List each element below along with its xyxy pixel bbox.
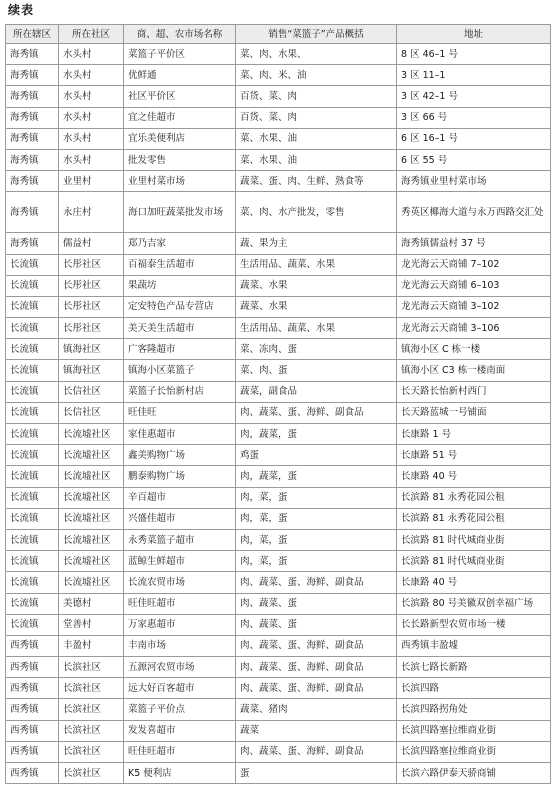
cell-address: 长长路新型农贸市场一楼	[397, 614, 551, 635]
table-row	[6, 445, 551, 466]
cell-store-name: 旺佳旺超市	[124, 741, 236, 762]
cell-address: 3 区 11–1	[397, 65, 551, 86]
table-row	[6, 275, 551, 296]
cell-community: 长彤社区	[59, 275, 124, 296]
cell-district: 西秀镇	[6, 763, 59, 784]
cell-address: 长滨四路拐角处	[397, 699, 551, 720]
table-row	[6, 763, 551, 784]
cell-store-name: 宜之佳超市	[124, 107, 236, 128]
cell-district: 长流镇	[6, 572, 59, 593]
cell-address: 长康路 40 号	[397, 572, 551, 593]
cell-district: 长流镇	[6, 487, 59, 508]
cell-community: 长彤社区	[59, 254, 124, 275]
table-row	[6, 296, 551, 317]
cell-district: 长流镇	[6, 508, 59, 529]
cell-district: 海秀镇	[6, 44, 59, 65]
cell-district: 长流镇	[6, 318, 59, 339]
cell-community: 永庄村	[59, 192, 124, 233]
cell-products: 肉，菜，蛋	[236, 551, 397, 572]
cell-address: 西秀镇丰盈墟	[397, 635, 551, 656]
cell-store-name: 菜篮子平价点	[124, 699, 236, 720]
cell-products: 百货、菜、肉	[236, 107, 397, 128]
cell-store-name: 丰南市场	[124, 635, 236, 656]
table-row	[6, 192, 551, 233]
cell-community: 长流墟社区	[59, 551, 124, 572]
cell-district: 西秀镇	[6, 678, 59, 699]
cell-products: 肉、蔬菜、蛋、海鲜、副食品	[236, 635, 397, 656]
cell-district: 长流镇	[6, 360, 59, 381]
table-row	[6, 699, 551, 720]
cell-district: 海秀镇	[6, 233, 59, 254]
cell-store-name: 万家惠超市	[124, 614, 236, 635]
cell-store-name: 菜篮子平价区	[124, 44, 236, 65]
cell-products: 肉、蔬菜、蛋、海鲜、副食品	[236, 657, 397, 678]
table-caption: 续表	[8, 3, 35, 17]
cell-store-name: 广客隆超市	[124, 339, 236, 360]
cell-district: 长流镇	[6, 614, 59, 635]
table-row	[6, 593, 551, 614]
cell-store-name: 业里村菜市场	[124, 171, 236, 192]
table-row	[6, 635, 551, 656]
table-row	[6, 551, 551, 572]
cell-address: 龙光海云天商铺 3–106	[397, 318, 551, 339]
cell-district: 海秀镇	[6, 128, 59, 149]
cell-district: 长流镇	[6, 593, 59, 614]
cell-community: 水头村	[59, 86, 124, 107]
cell-store-name: 批发零售	[124, 149, 236, 170]
cell-products: 蔬、果为主	[236, 233, 397, 254]
table-row	[6, 254, 551, 275]
cell-district: 西秀镇	[6, 657, 59, 678]
cell-district: 长流镇	[6, 339, 59, 360]
cell-community: 长彤社区	[59, 296, 124, 317]
cell-district: 长流镇	[6, 381, 59, 402]
cell-products: 蔬菜、水果	[236, 296, 397, 317]
cell-district: 西秀镇	[6, 699, 59, 720]
table-row	[6, 572, 551, 593]
cell-products: 菜、肉、水果、	[236, 44, 397, 65]
cell-store-name: 定安特色产品专营店	[124, 296, 236, 317]
cell-address: 镇海小区 C 栋一楼	[397, 339, 551, 360]
cell-community: 长信社区	[59, 381, 124, 402]
cell-address: 长滨四路塞拉维商业街	[397, 720, 551, 741]
cell-district: 海秀镇	[6, 192, 59, 233]
cell-store-name: 镇海小区菜篮子	[124, 360, 236, 381]
cell-address: 8 区 46–1 号	[397, 44, 551, 65]
table-row	[6, 657, 551, 678]
cell-products: 百货、菜、肉	[236, 86, 397, 107]
cell-products: 肉、蔬菜、蛋、海鲜、副食品	[236, 402, 397, 423]
table-row	[6, 487, 551, 508]
cell-address: 长天路蓝城一号铺面	[397, 402, 551, 423]
header-community: 所在社区	[59, 25, 124, 44]
table-body	[6, 44, 551, 784]
cell-store-name: 五源河农贸市场	[124, 657, 236, 678]
cell-address: 长滨路 81 永秀花园公租	[397, 508, 551, 529]
cell-products: 肉、蔬菜、蛋、海鲜、副食品	[236, 678, 397, 699]
cell-products: 菜、水果、油	[236, 149, 397, 170]
table-row	[6, 360, 551, 381]
cell-store-name: 旺佳旺	[124, 402, 236, 423]
cell-community: 长流墟社区	[59, 466, 124, 487]
table-row	[6, 318, 551, 339]
cell-district: 西秀镇	[6, 720, 59, 741]
cell-community: 长彤社区	[59, 318, 124, 339]
header-address: 地址	[397, 25, 551, 44]
cell-store-name: 美天美生活超市	[124, 318, 236, 339]
cell-community: 长滨社区	[59, 699, 124, 720]
cell-district: 长流镇	[6, 254, 59, 275]
cell-address: 长滨路 80 号美徽双创幸福广场	[397, 593, 551, 614]
table-row	[6, 720, 551, 741]
table-row	[6, 741, 551, 762]
cell-district: 海秀镇	[6, 171, 59, 192]
cell-store-name: 优鲜通	[124, 65, 236, 86]
table-row	[6, 128, 551, 149]
table-row	[6, 86, 551, 107]
cell-products: 蔬菜、猪肉	[236, 699, 397, 720]
table-row	[6, 466, 551, 487]
cell-address: 龙光海云天商铺 7–102	[397, 254, 551, 275]
cell-address: 龙光海云天商铺 6–103	[397, 275, 551, 296]
cell-address: 镇海小区 C3 栋一楼南面	[397, 360, 551, 381]
table-header	[6, 25, 551, 44]
cell-store-name: 宜乐美便利店	[124, 128, 236, 149]
table-row	[6, 339, 551, 360]
cell-store-name: 蓝鲸生鲜超市	[124, 551, 236, 572]
cell-address: 长天路长怡新村西门	[397, 381, 551, 402]
cell-district: 长流镇	[6, 551, 59, 572]
table-row	[6, 508, 551, 529]
cell-products: 菜、肉、米、油	[236, 65, 397, 86]
header-row	[6, 25, 551, 44]
table-row	[6, 65, 551, 86]
table-row	[6, 402, 551, 423]
cell-district: 长流镇	[6, 424, 59, 445]
cell-district: 长流镇	[6, 529, 59, 550]
cell-store-name: 兴盛佳超市	[124, 508, 236, 529]
cell-products: 肉，蔬菜，蛋	[236, 424, 397, 445]
table-row	[6, 171, 551, 192]
cell-products: 菜、冻肉、蛋	[236, 339, 397, 360]
cell-community: 业里村	[59, 171, 124, 192]
table-row	[6, 424, 551, 445]
header-district: 所在辖区	[6, 25, 59, 44]
cell-community: 长流墟社区	[59, 572, 124, 593]
table-row	[6, 233, 551, 254]
table-row	[6, 107, 551, 128]
cell-address: 6 区 16–1 号	[397, 128, 551, 149]
cell-products: 肉、蔬菜、蛋	[236, 593, 397, 614]
cell-address: 长滨七路长新路	[397, 657, 551, 678]
cell-district: 长流镇	[6, 275, 59, 296]
cell-products: 肉，菜，蛋	[236, 529, 397, 550]
cell-address: 3 区 66 号	[397, 107, 551, 128]
cell-community: 水头村	[59, 128, 124, 149]
cell-community: 长流墟社区	[59, 445, 124, 466]
cell-community: 长流墟社区	[59, 529, 124, 550]
cell-district: 海秀镇	[6, 107, 59, 128]
cell-products: 蔬菜	[236, 720, 397, 741]
cell-products: 蛋	[236, 763, 397, 784]
cell-district: 海秀镇	[6, 149, 59, 170]
cell-products: 蔬菜、水果	[236, 275, 397, 296]
cell-community: 美德村	[59, 593, 124, 614]
cell-address: 6 区 55 号	[397, 149, 551, 170]
table-row	[6, 529, 551, 550]
cell-address: 长滨四路塞拉维商业街	[397, 741, 551, 762]
cell-community: 长滨社区	[59, 720, 124, 741]
cell-products: 肉、蔬菜、蛋	[236, 614, 397, 635]
header-store-name: 商、超、农市场名称	[124, 25, 236, 44]
cell-community: 镇海社区	[59, 360, 124, 381]
cell-products: 肉、蔬菜、蛋、海鲜、副食品	[236, 572, 397, 593]
cell-store-name: 郑乃吉家	[124, 233, 236, 254]
table-row	[6, 44, 551, 65]
cell-address: 龙光海云天商铺 3–102	[397, 296, 551, 317]
cell-store-name: 果蔬坊	[124, 275, 236, 296]
cell-products: 肉，菜，蛋	[236, 508, 397, 529]
cell-community: 长滨社区	[59, 741, 124, 762]
cell-community: 丰盈村	[59, 635, 124, 656]
cell-products: 鸡蛋	[236, 445, 397, 466]
cell-products: 肉、蔬菜、蛋、海鲜、副食品	[236, 741, 397, 762]
cell-community: 水头村	[59, 107, 124, 128]
cell-address: 长滨四路	[397, 678, 551, 699]
cell-district: 长流镇	[6, 296, 59, 317]
cell-address: 长滨路 81 永秀花园公租	[397, 487, 551, 508]
market-table	[5, 24, 551, 784]
cell-community: 长滨社区	[59, 763, 124, 784]
cell-store-name: 鑫美购物广场	[124, 445, 236, 466]
cell-store-name: 旺佳旺超市	[124, 593, 236, 614]
cell-district: 长流镇	[6, 445, 59, 466]
cell-community: 儒益村	[59, 233, 124, 254]
cell-district: 海秀镇	[6, 86, 59, 107]
cell-products: 肉，菜，蛋	[236, 487, 397, 508]
cell-address: 长滨路 81 时代城商业街	[397, 529, 551, 550]
cell-address: 长康路 51 号	[397, 445, 551, 466]
cell-community: 水头村	[59, 65, 124, 86]
table-row	[6, 678, 551, 699]
cell-address: 长滨六路伊泰天骄商铺	[397, 763, 551, 784]
cell-address: 海秀镇业里村菜市场	[397, 171, 551, 192]
cell-products: 蔬菜、蛋、肉、生鲜、熟食等	[236, 171, 397, 192]
cell-products: 生活用品、蔬菜、水果	[236, 254, 397, 275]
cell-community: 长滨社区	[59, 678, 124, 699]
cell-community: 长流墟社区	[59, 424, 124, 445]
cell-store-name: 社区平价区	[124, 86, 236, 107]
cell-products: 肉，蔬菜，蛋	[236, 466, 397, 487]
cell-store-name: 家佳惠超市	[124, 424, 236, 445]
cell-community: 长信社区	[59, 402, 124, 423]
cell-district: 长流镇	[6, 402, 59, 423]
cell-community: 水头村	[59, 44, 124, 65]
cell-store-name: 长流农贸市场	[124, 572, 236, 593]
cell-products: 菜、肉、水产批发，零售	[236, 192, 397, 233]
cell-district: 西秀镇	[6, 635, 59, 656]
table-row	[6, 381, 551, 402]
cell-store-name: 海口加旺蔬菜批发市场	[124, 192, 236, 233]
cell-address: 海秀镇儒益村 37 号	[397, 233, 551, 254]
cell-district: 长流镇	[6, 466, 59, 487]
cell-community: 堂善村	[59, 614, 124, 635]
cell-community: 长滨社区	[59, 657, 124, 678]
cell-address: 长康路 1 号	[397, 424, 551, 445]
cell-products: 菜、肉、蛋	[236, 360, 397, 381]
cell-community: 长流墟社区	[59, 487, 124, 508]
cell-store-name: 鹏泰购物广场	[124, 466, 236, 487]
cell-store-name: 菜篮子长怡新村店	[124, 381, 236, 402]
cell-community: 水头村	[59, 149, 124, 170]
cell-address: 3 区 42–1 号	[397, 86, 551, 107]
cell-store-name: 发发喜超市	[124, 720, 236, 741]
header-products: 销售“菜篮子”产品概括	[236, 25, 397, 44]
cell-store-name: 永秀菜篮子超市	[124, 529, 236, 550]
cell-store-name: K5 便利店	[124, 763, 236, 784]
table-row	[6, 614, 551, 635]
cell-address: 长康路 40 号	[397, 466, 551, 487]
cell-address: 秀英区椰海大道与永万西路交汇处	[397, 192, 551, 233]
cell-store-name: 百福泰生活超市	[124, 254, 236, 275]
cell-community: 镇海社区	[59, 339, 124, 360]
cell-products: 生活用品、蔬菜、水果	[236, 318, 397, 339]
cell-products: 菜、水果、油	[236, 128, 397, 149]
table-row	[6, 149, 551, 170]
cell-products: 蔬菜，副食品	[236, 381, 397, 402]
cell-address: 长滨路 81 时代城商业街	[397, 551, 551, 572]
cell-store-name: 辛百超市	[124, 487, 236, 508]
cell-community: 长流墟社区	[59, 508, 124, 529]
cell-district: 海秀镇	[6, 65, 59, 86]
cell-store-name: 远大好百客超市	[124, 678, 236, 699]
cell-district: 西秀镇	[6, 741, 59, 762]
